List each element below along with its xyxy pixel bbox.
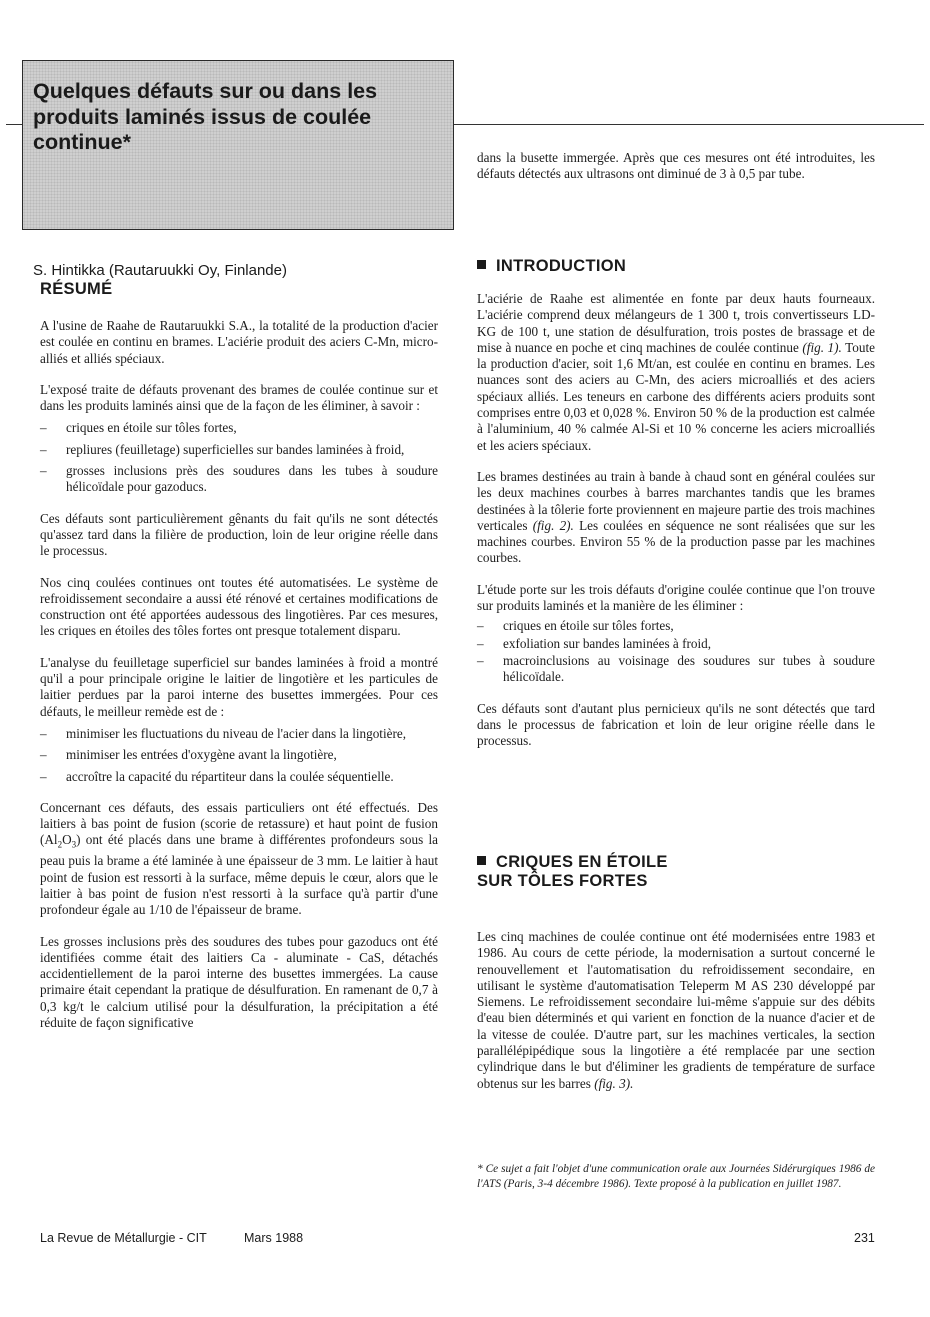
list-item: – repliures (feuilletage) superficielles sur bandes laminées à froid, (40, 441, 405, 457)
article-author: S. Hintikka (Rautaruukki Oy, Finlande) (33, 262, 287, 279)
resume-paragraph-7: Les grosses inclusions près des soudures des tubes pour gazoducs ont été identifiées comme était des laitiers Ca - aluminate - CaS, détachés accidentiellement de la paroi interne des busettes immergées. La cause primaire était cependant la pratique de désulfuration. En ramenant de 0,7 à 0,3 kg/t le calcium utilisé pour la désulfuration, la précipitation a été réduite de façon significative (40, 933, 438, 1031)
title-box (22, 60, 454, 279)
resume-paragraph-1: A l'usine de Raahe de Rautaruukki S.A., la totalité de la production d'acier est coulée en continu en brames. L'aciérie produit des aciers C-Mn, micro-alliés et alliés spéciaux. (40, 318, 438, 366)
list-item: – grosses inclusions près des soudures dans les tubes à soudure hélicoïdale pour gazoducs. (40, 463, 438, 495)
list-item: – minimiser les fluctuations du niveau de l'acier dans la lingotière, (40, 725, 407, 741)
list-item: – criques en étoile sur tôles fortes, (477, 618, 674, 634)
heading-bullet (477, 260, 486, 269)
list-item: – macroinclusions au voisinage des soudures sur tubes à soudure hélicoïdale. (477, 652, 875, 685)
criques-paragraph-1: Les cinq machines de coulée continue ont été modernisées entre 1983 et 1986. Au cours de cette période, la modernisation a surtout concerné le renouvellement et l'automatisation du refroidissement secondaire, en utilisant le système d'automatisation Teleperm M AS 230 développé par Siemens. Le refroidissement secondaire lui-même s'appuie sur des débits d'eau bien déterminés et qui varient en fonction de la nuance d'acier et de la vitesse de coulée. D'autre part, sur les machines verticales, la section parallélépipédique sous la lingotière a été remplacée par une section cylindrique dans le but d'éliminer les gradients de température de surface obtenus sur les barres (fig. 3). (477, 929, 875, 1091)
resume-paragraph-6: Concernant ces défauts, des essais particuliers ont été effectués. Des laitiers à bas point de fusion (scorie de retassure) et haut point de fusion $(Al_2O_3)$ ont été placés dans une brame à différentes profondeurs sous la peau puis la brame a été laminée à une épaisseur de 3 mm. Le laitier à haut point de fusion est ressorti à la surface, même depuis le cœur, alors que le laitier à bas point de fusion n'est ressorti à la surface qu'à partir d'une profondeur égale au 1/10 de l'épaisseur de brame. (40, 799, 438, 918)
right-top-paragraph: dans la busette immergée. Après que ces mesures ont été introduites, les défauts détectés aux ultrasons ont diminué de 3 à 0,5 par tube. (477, 150, 875, 182)
header-rule-right (454, 124, 924, 125)
footer-journal: La Revue de Métallurgie - CIT (40, 1231, 207, 1245)
introduction-section (477, 291, 875, 764)
resume-section (40, 318, 438, 1046)
footnote: * Ce sujet a fait l'objet d'une communication orale aux Journées Sidérurgiques 1986 de l'ATS (Paris, 3-4 décembre 1986). Texte proposé à la publication en juillet 1987. (477, 1163, 875, 1190)
page-number: 231 (854, 1231, 875, 1245)
introduction-heading: INTRODUCTION (477, 257, 626, 276)
criques-section (477, 929, 875, 1092)
list-item: – minimiser les entrées d'oxygène avant la lingotière, (40, 747, 337, 763)
resume-paragraph-5: L'analyse du feuilletage superficiel sur bandes laminées à froid a montré qu'il a pour principale origine le laitier de lingotière et les particules de laitier perdues par la paroi interne des busettes immergées. Pour ces défauts, le meilleur remède est de : (40, 654, 438, 719)
resume-heading: RÉSUMÉ (40, 280, 113, 298)
list-item: – accroître la capacité du répartiteur dans la coulée séquentielle. (40, 768, 394, 784)
intro-paragraph-3: L'étude porte sur les trois défauts d'origine coulée continue que l'on trouve sur produits laminés et la manière de les éliminer : (477, 581, 875, 614)
article-title: Quelques défauts sur ou dans les produits laminés issus de coulée continue* (33, 79, 378, 154)
intro-paragraph-2: Les brames destinées au train à bande à chaud sont en général coulées sur les deux machines courbes à barres marchantes tandis que les brames destinées à la tôlerie forte proviennent en majeure partie des trois machines verticales (fig. 2). Les coulées en séquence ne sont réalisées que sur les machines courbes. Environ 55 % de la production passe par les machines courbes. (477, 468, 875, 566)
intro-paragraph-4: Ces défauts sont d'autant plus pernicieux qu'ils ne sont détectés que tard dans le processus de fabrication et loin de leur origine réelle dans le processus. (477, 700, 875, 749)
resume-paragraph-3: Ces défauts sont particulièrement gênants du fait qu'ils ne sont détectés qu'assez tard dans la filière de production, loin de leur origine réelle dans le processus. (40, 510, 438, 559)
resume-paragraph-4: Nos cinq coulées continues ont toutes été automatisées. Le système de refroidissement secondaire a aussi été rénové et certaines modifications de construction ont été apportées audessous des lingotières. Par ces mesures, les criques en étoiles des tôles fortes ont presque totalement disparu. (40, 574, 438, 639)
heading-bullet (477, 856, 486, 865)
intro-paragraph-1: L'aciérie de Raahe est alimentée en fonte par deux hauts fourneaux. L'aciérie comprend deux mélangeurs de 1 300 t, trois convertisseurs LD-KG de 100 t, une station de désulfuration, trois postes de brassage et de mise à nuance en poche et cinq machines de coulée continue (fig. 1). Toute la production d'acier, soit 1,6 Mt/an, est coulée en continu en brames. Les nuances sont des aciers au C-Mn, des aciers microalliés et des aciers spéciaux alliés. Les teneurs en carbone des différents aciers produits sont comprises entre 0,03 et 0,028 %. Environ 50 % de la production est calmée à l'aluminium, 40 % calmée Al-Si et 10 % concerne les aciers microalliés et les aciers spéciaux. (477, 291, 875, 453)
resume-paragraph-2: L'exposé traite de défauts provenant des brames de coulée continue sur et dans les produits laminés ainsi que de la façon de les éliminer, à savoir : (40, 381, 438, 414)
criques-heading: CRIQUES EN ÉTOILE SUR TÔLES FORTES (477, 853, 668, 890)
right-top-text (477, 150, 875, 198)
footer-date: Mars 1988 (244, 1231, 304, 1245)
list-item: – exfoliation sur bandes laminées à froid, (477, 635, 712, 651)
list-item: – criques en étoile sur tôles fortes, (40, 420, 237, 436)
